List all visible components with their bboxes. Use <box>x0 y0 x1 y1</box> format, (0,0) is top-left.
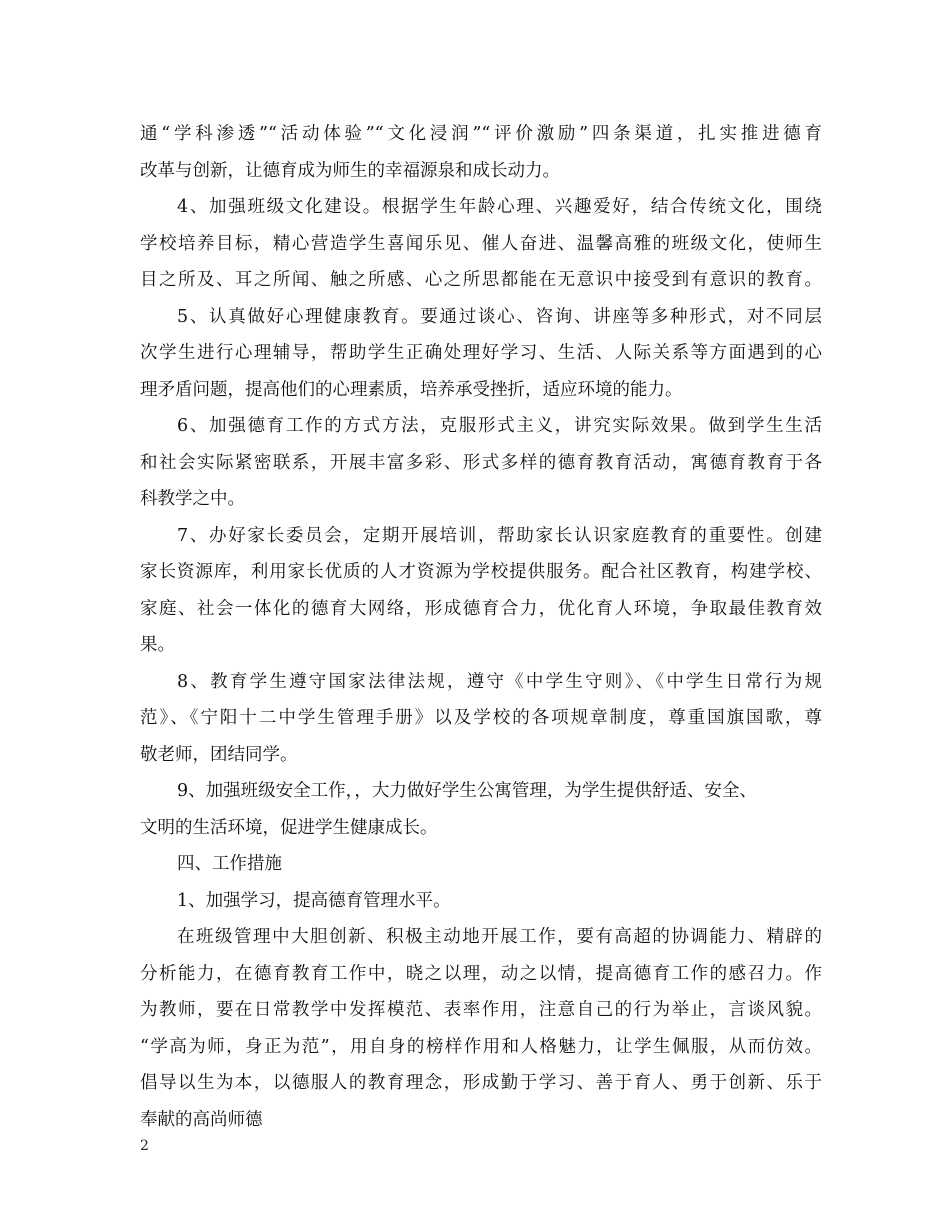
text-line: 文明的生活环境，促进学生健康成长。 <box>140 817 438 838</box>
text-line: “学高为师，身正为范”，用自身的榜样作用和人格魅力，让学生佩服，从而仿效。 <box>140 1036 822 1057</box>
paragraph-4-start: 4、加强班级文化建设。根据学生年龄心理、兴趣爱好，结合传统文化，围绕 <box>177 197 822 217</box>
text-line: 敬老师，团结同学。 <box>140 744 298 765</box>
paragraph-8-start: 8、教育学生遵守国家法律法规，遵守《中学生守则》、《中学生日常行为规 <box>177 671 822 692</box>
paragraph-6-start: 6、加强德育工作的方式方法，克服形式主义，讲究实际效果。做到学生生活 <box>177 416 822 436</box>
text-line: 果。 <box>140 635 175 655</box>
body-text <box>140 116 822 1138</box>
text-line: 目之所及、耳之所闻、触之所感、心之所思都能在无意识中接受到有意识的教育。 <box>140 270 822 290</box>
paragraph-9-start: 9、加强班级安全工作，，大力做好学生公寓管理，为学生提供舒适、安全、 <box>177 781 757 801</box>
text-line: 理矛盾问题，提高他们的心理素质，培养承受挫折，适应环境的能力。 <box>140 379 683 400</box>
text-line: 奉献的高尚师德 <box>140 1109 263 1130</box>
text-line: 和社会实际紧密联系，开展丰富多彩、形式多样的德育教育活动，寓德育教育于各 <box>140 452 822 473</box>
paragraph-start: 在班级管理中大胆创新、积极主动地开展工作，要有高超的协调能力、精辟的 <box>177 927 822 947</box>
text-line: 倡导以生为本，以德服人的教育理念，形成勤于学习、善于育人、勇于创新、乐于 <box>140 1073 822 1093</box>
text-line: 学校培养目标，精心营造学生喜闻乐见、催人奋进、温馨高雅的班级文化，使师生 <box>140 233 822 254</box>
text-line: 家长资源库，利用家长优质的人才资源为学校提供服务。配合社区教育，构建学校、 <box>140 562 822 582</box>
paragraph-7-start: 7、办好家长委员会，定期开展培训，帮助家长认识家庭教育的重要性。创建 <box>177 525 822 546</box>
section-heading: 四、工作措施 <box>177 854 282 874</box>
text-line: 科教学之中。 <box>140 489 245 509</box>
text-line: 次学生进行心理辅导，帮助学生正确处理好学习、生活、人际关系等方面遇到的心 <box>140 343 822 363</box>
text-line: 改革与创新，让德育成为师生的幸福源泉和成长动力。 <box>140 160 560 181</box>
text-line: 为教师，要在日常教学中发挥模范、表率作用，注意自己的行为举止，言谈风貌。 <box>140 1000 822 1020</box>
text-line: 家庭、社会一体化的德育大网络，形成德育合力，优化育人环境，争取最佳教育效 <box>140 598 822 619</box>
paragraph-5-start: 5、认真做好心理健康教育。要通过谈心、咨询、讲座等多种形式，对不同层 <box>177 306 822 327</box>
subsection-heading: 1、加强学习，提高德育管理水平。 <box>177 890 451 911</box>
text-line: 通“学科渗透”“活动体验”“文化浸润”“评价激励”四条渠道，扎实推进德育 <box>140 124 822 144</box>
text-line: 分析能力，在德育教育工作中，晓之以理，动之以情，提高德育工作的感召力。作 <box>140 963 822 984</box>
page-number: 2 <box>140 1138 149 1154</box>
text-line: 范》、《宁阳十二中学生管理手册》以及学校的各项规章制度，尊重国旗国歌，尊 <box>140 708 822 728</box>
